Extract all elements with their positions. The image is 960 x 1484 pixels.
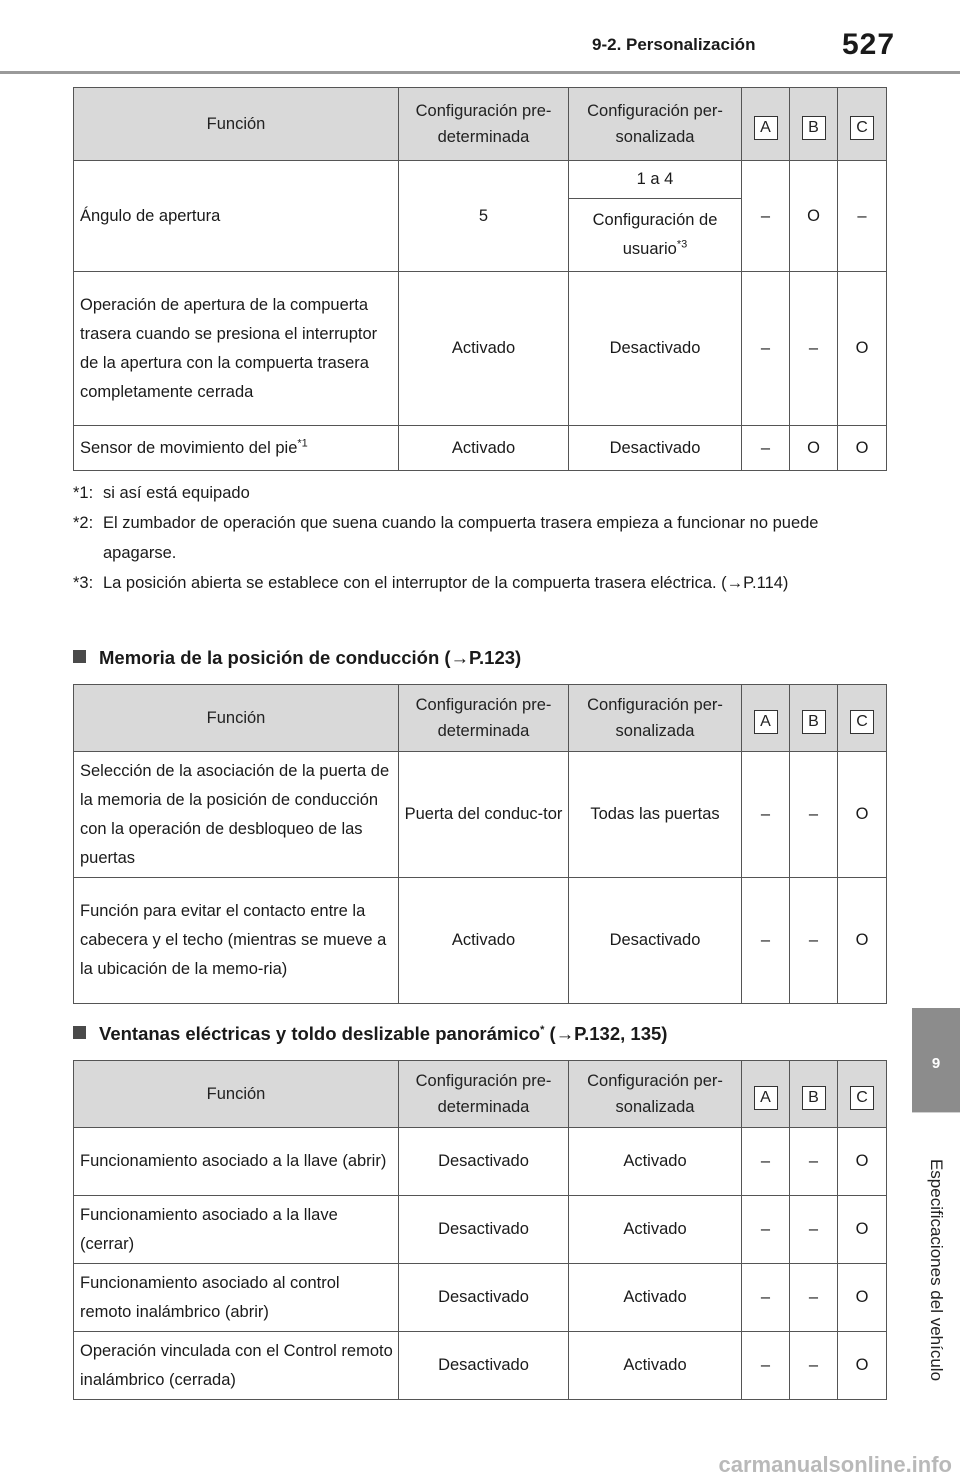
row-default: Activado: [399, 878, 569, 1004]
row-function: Funcionamiento asociado a la llave (cerrar): [74, 1196, 399, 1264]
col-a: [742, 88, 790, 161]
col-c: [838, 1061, 887, 1128]
row-custom: Desactivado: [569, 272, 742, 426]
row-default: 5: [399, 161, 569, 272]
col-custom-setting: Configuración per-sonalizada: [569, 685, 742, 752]
row-c: O: [838, 1128, 887, 1196]
row-a: –: [742, 1332, 790, 1400]
row-a: –: [742, 426, 790, 471]
footnote-key: *3:: [73, 574, 94, 592]
row-c: –: [838, 161, 887, 272]
label-b: B: [802, 1086, 826, 1110]
section-header: 9-2. Personalización: [592, 35, 756, 54]
row-a: –: [742, 272, 790, 426]
col-funcion: Función: [74, 88, 399, 161]
table-row: [74, 426, 887, 471]
col-b: [790, 88, 838, 161]
label-a: A: [754, 116, 778, 140]
footnote-ref: *: [540, 1023, 545, 1036]
label-c: C: [850, 1086, 874, 1110]
col-default-setting: Configuración pre-determinada: [399, 1061, 569, 1128]
col-default-setting: Configuración pre-determinada: [399, 88, 569, 161]
footnote-key: *2:: [73, 514, 94, 532]
table-row: [74, 1128, 887, 1196]
col-default-setting: Configuración pre-determinada: [399, 685, 569, 752]
row-custom: Activado: [569, 1332, 742, 1400]
section-heading-windows: [73, 1023, 667, 1045]
row-default: Activado: [399, 272, 569, 426]
row-default: Activado: [399, 426, 569, 471]
row-a: –: [742, 1128, 790, 1196]
row-default: Desactivado: [399, 1128, 569, 1196]
square-bullet-icon: [73, 650, 86, 663]
row-function: Funcionamiento asociado a la llave (abrir): [74, 1128, 399, 1196]
col-a: [742, 1061, 790, 1128]
row-custom: Activado: [569, 1196, 742, 1264]
label-c: C: [850, 710, 874, 734]
row-b: O: [790, 161, 838, 272]
col-b: [790, 685, 838, 752]
table-header-row: [74, 685, 887, 752]
row-b: –: [790, 272, 838, 426]
table-row: [74, 878, 887, 1004]
row-function: Selección de la asociación de la puerta de la memoria de la posición de conducción con la operación de desbloqueo de las puertas: [74, 752, 399, 878]
footnote-key: *1:: [73, 484, 94, 502]
row-default: Desactivado: [399, 1264, 569, 1332]
row-function: Funcionamiento asociado al control remoto inalámbrico (abrir): [74, 1264, 399, 1332]
col-custom-setting: Configuración per-sonalizada: [569, 1061, 742, 1128]
page-number: 527: [842, 28, 896, 61]
row-c: O: [838, 878, 887, 1004]
row-function: Operación de apertura de la compuerta trasera cuando se presiona el interruptor de la apertura con la compuerta trasera completamente cerrada: [74, 272, 399, 426]
row-custom-option: [569, 199, 742, 272]
table-row: [74, 272, 887, 426]
row-custom: Desactivado: [569, 426, 742, 471]
custom-option-text: Configuración de usuario: [592, 211, 718, 258]
row-a: –: [742, 161, 790, 272]
function-text: Sensor de movimiento del pie: [80, 438, 298, 457]
row-a: –: [742, 1196, 790, 1264]
table-row: [74, 161, 887, 199]
row-function: Operación vinculada con el Control remoto inalámbrico (cerrada): [74, 1332, 399, 1400]
row-b: –: [790, 1332, 838, 1400]
label-b: B: [802, 710, 826, 734]
col-funcion: Función: [74, 685, 399, 752]
section-title: Ventanas eléctricas y toldo deslizable panorámico: [99, 1023, 541, 1044]
table-header-row: [74, 88, 887, 161]
row-c: O: [838, 752, 887, 878]
row-function: Función para evitar el contacto entre la cabecera y el techo (mientras se mueve a la ubicación de la memo-ria): [74, 878, 399, 1004]
col-b: [790, 1061, 838, 1128]
row-c: O: [838, 1264, 887, 1332]
settings-table-memory: [73, 684, 887, 1004]
label-c: C: [850, 116, 874, 140]
label-a: A: [754, 1086, 778, 1110]
row-custom: Activado: [569, 1128, 742, 1196]
table-row: [74, 1264, 887, 1332]
section-title: Memoria de la posición de conducción (→P.123): [99, 647, 522, 668]
col-c: [838, 685, 887, 752]
footnote-ref: *1: [297, 437, 308, 449]
footnote-text: El zumbador de operación que suena cuando la compuerta trasera empieza a funcionar no puede apagarse.: [103, 514, 819, 562]
settings-table-windows: [73, 1060, 887, 1400]
row-b: –: [790, 1264, 838, 1332]
watermark: carmanualsonline.info: [718, 1452, 952, 1477]
label-a: A: [754, 710, 778, 734]
row-b: –: [790, 752, 838, 878]
row-custom: Desactivado: [569, 878, 742, 1004]
row-c: O: [838, 426, 887, 471]
row-custom: Todas las puertas: [569, 752, 742, 878]
footnote-text: La posición abierta se establece con el interruptor de la compuerta trasera eléctrica. (→P.114): [103, 574, 789, 592]
row-b: O: [790, 426, 838, 471]
row-a: –: [742, 878, 790, 1004]
chapter-number: 9: [931, 1055, 941, 1072]
row-b: –: [790, 878, 838, 1004]
row-a: –: [742, 752, 790, 878]
header-divider: [0, 71, 960, 74]
col-a: [742, 685, 790, 752]
footnote: [73, 568, 893, 598]
col-c: [838, 88, 887, 161]
footnote: [73, 508, 893, 568]
table-row: [74, 752, 887, 878]
section-heading-memory: [73, 647, 521, 669]
row-default: Puerta del conduc-tor: [399, 752, 569, 878]
settings-table-tailgate: [73, 87, 887, 471]
row-custom-option: 1 a 4: [569, 161, 742, 199]
row-function: Ángulo de apertura: [74, 161, 399, 272]
row-default: Desactivado: [399, 1332, 569, 1400]
table-row: [74, 1332, 887, 1400]
footnotes: [73, 478, 893, 598]
table-row: [74, 1196, 887, 1264]
col-custom-setting: Configuración per-sonalizada: [569, 88, 742, 161]
chapter-title: Especificaciones del vehículo: [927, 1158, 946, 1382]
col-funcion: Función: [74, 1061, 399, 1128]
label-b: B: [802, 116, 826, 140]
footnote: [73, 478, 893, 508]
square-bullet-icon: [73, 1026, 86, 1039]
row-a: –: [742, 1264, 790, 1332]
row-c: O: [838, 272, 887, 426]
footnote-ref: *3: [676, 238, 688, 251]
row-c: O: [838, 1196, 887, 1264]
row-c: O: [838, 1332, 887, 1400]
footnote-text: si así está equipado: [103, 484, 250, 502]
section-ref: (→P.132, 135): [544, 1023, 668, 1044]
table-header-row: [74, 1061, 887, 1128]
row-default: Desactivado: [399, 1196, 569, 1264]
row-custom: Activado: [569, 1264, 742, 1332]
row-b: –: [790, 1196, 838, 1264]
row-function: [74, 426, 399, 471]
row-b: –: [790, 1128, 838, 1196]
